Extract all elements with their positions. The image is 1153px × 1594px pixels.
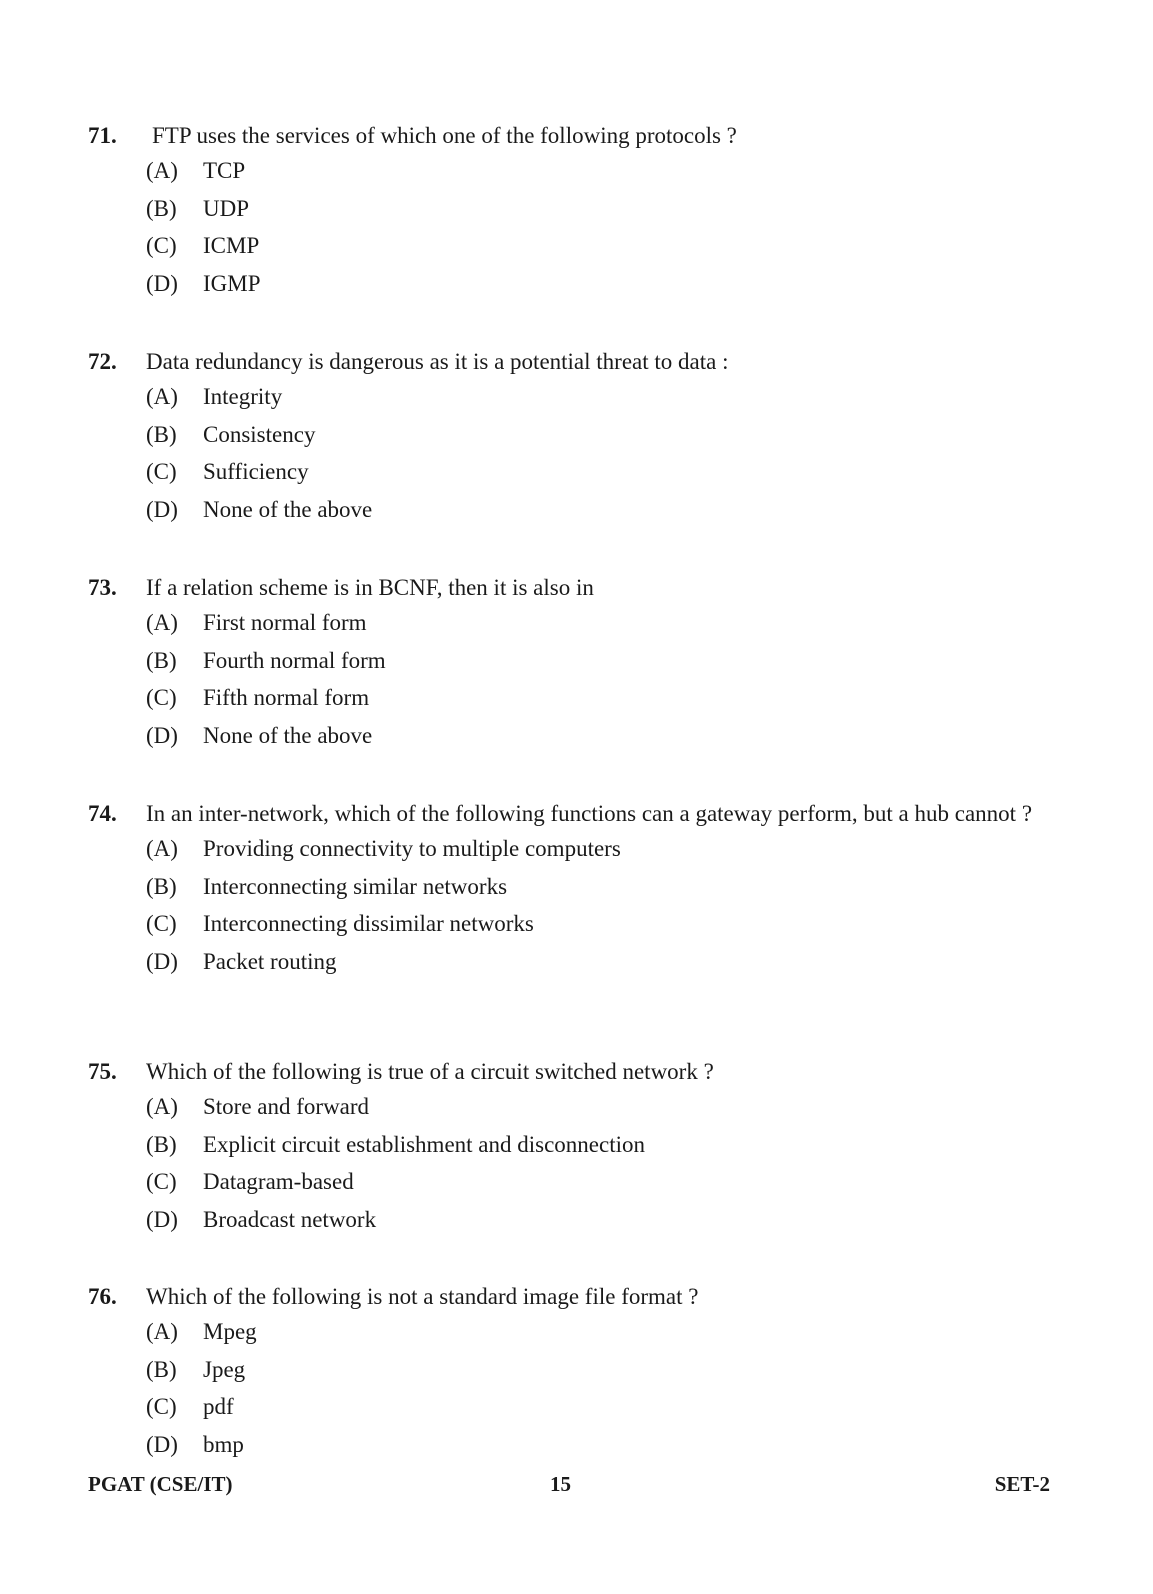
option-letter: (B) — [146, 1356, 177, 1382]
option-text: Jpeg — [203, 1356, 246, 1382]
option-list — [88, 152, 1048, 302]
question-number: 76. — [88, 1284, 117, 1309]
option-b — [88, 642, 1048, 680]
question-stem — [88, 120, 1048, 152]
question-74 — [88, 798, 1048, 980]
option-letter: (B) — [146, 421, 177, 447]
question-text: Data redundancy is dangerous as it is a potential threat to data : — [146, 349, 729, 374]
option-text: Integrity — [203, 384, 283, 409]
option-letter: (A) — [146, 384, 178, 409]
option-list — [88, 604, 1048, 754]
page-footer — [88, 1472, 1050, 1500]
option-letter: (C) — [146, 1169, 177, 1195]
option-letter: (C) — [146, 233, 177, 259]
option-letter: (C) — [146, 911, 177, 937]
option-text: Consistency — [203, 421, 316, 447]
option-d — [88, 265, 1048, 303]
page-number: 15 — [550, 1472, 571, 1496]
option-letter: (A) — [146, 158, 178, 183]
option-letter: (D) — [146, 1206, 178, 1232]
option-letter: (A) — [146, 1319, 178, 1344]
option-d — [88, 1201, 1048, 1239]
option-text: Explicit circuit establishment and disconnection — [203, 1131, 645, 1157]
option-letter: (A) — [146, 836, 178, 861]
option-text: TCP — [203, 158, 246, 183]
option-b — [88, 1126, 1048, 1164]
question-text: In an inter-network, which of the following functions can a gateway perform, but a hub cannot ? — [146, 801, 1033, 826]
question-number: 73. — [88, 575, 117, 600]
option-text: UDP — [203, 195, 250, 221]
option-text: bmp — [203, 1431, 244, 1457]
option-list — [88, 830, 1048, 980]
question-76 — [88, 1281, 1048, 1463]
question-stem — [88, 346, 1048, 378]
question-number: 71. — [88, 123, 117, 148]
question-number: 74. — [88, 801, 117, 826]
option-letter: (D) — [146, 270, 178, 296]
question-stem — [88, 1056, 1048, 1088]
option-list — [88, 1313, 1048, 1463]
option-c — [88, 1388, 1048, 1426]
option-text: Sufficiency — [203, 459, 309, 485]
option-text: Interconnecting dissimilar networks — [203, 911, 534, 937]
question-71 — [88, 120, 1048, 302]
question-75 — [88, 1056, 1048, 1238]
option-text: Mpeg — [203, 1319, 257, 1344]
option-d — [88, 943, 1048, 981]
option-text: Store and forward — [203, 1094, 370, 1119]
option-text: pdf — [203, 1394, 234, 1420]
option-d — [88, 491, 1048, 529]
option-letter: (D) — [146, 722, 178, 748]
question-stem — [88, 798, 1048, 830]
option-list — [88, 378, 1048, 528]
option-c — [88, 227, 1048, 265]
option-b — [88, 868, 1048, 906]
question-text: If a relation scheme is in BCNF, then it is also in — [146, 575, 594, 600]
option-b — [88, 416, 1048, 454]
option-a — [88, 378, 1048, 416]
option-a — [88, 152, 1048, 190]
option-text: IGMP — [203, 270, 261, 296]
question-number: 75. — [88, 1059, 117, 1084]
option-d — [88, 717, 1048, 755]
option-b — [88, 190, 1048, 228]
option-text: Datagram-based — [203, 1169, 354, 1195]
question-number: 72. — [88, 349, 117, 374]
option-text: None of the above — [203, 722, 373, 748]
option-a — [88, 604, 1048, 642]
option-letter: (B) — [146, 1131, 177, 1157]
option-text: None of the above — [203, 496, 373, 522]
option-text: Providing connectivity to multiple computers — [203, 836, 621, 861]
option-letter: (A) — [146, 610, 178, 635]
question-stem — [88, 572, 1048, 604]
question-stem — [88, 1281, 1048, 1313]
option-letter: (A) — [146, 1094, 178, 1119]
set-label: SET-2 — [994, 1472, 1050, 1496]
option-c — [88, 905, 1048, 943]
option-letter: (C) — [146, 459, 177, 485]
option-text: Packet routing — [203, 948, 337, 974]
option-letter: (B) — [146, 647, 177, 673]
option-letter: (B) — [146, 873, 177, 899]
option-letter: (D) — [146, 948, 178, 974]
question-72 — [88, 346, 1048, 528]
question-73 — [88, 572, 1048, 754]
option-a — [88, 1313, 1048, 1351]
option-text: ICMP — [203, 233, 260, 259]
option-text: Fifth normal form — [203, 685, 370, 711]
option-text: Broadcast network — [203, 1206, 377, 1232]
option-letter: (C) — [146, 685, 177, 711]
question-text: Which of the following is true of a circuit switched network ? — [146, 1059, 714, 1084]
option-c — [88, 453, 1048, 491]
option-letter: (C) — [146, 1394, 177, 1420]
option-a — [88, 830, 1048, 868]
option-text: First normal form — [203, 610, 367, 635]
option-c — [88, 679, 1048, 717]
exam-code: PGAT (CSE/IT) — [88, 1472, 233, 1496]
option-a — [88, 1088, 1048, 1126]
option-list — [88, 1088, 1048, 1238]
option-b — [88, 1351, 1048, 1389]
option-c — [88, 1163, 1048, 1201]
option-letter: (D) — [146, 496, 178, 522]
option-letter: (B) — [146, 195, 177, 221]
option-text: Fourth normal form — [203, 647, 386, 673]
option-d — [88, 1426, 1048, 1464]
question-text: Which of the following is not a standard image file format ? — [146, 1284, 699, 1309]
question-text: FTP uses the services of which one of the following protocols ? — [152, 123, 737, 148]
option-text: Interconnecting similar networks — [203, 873, 508, 899]
option-letter: (D) — [146, 1431, 178, 1457]
